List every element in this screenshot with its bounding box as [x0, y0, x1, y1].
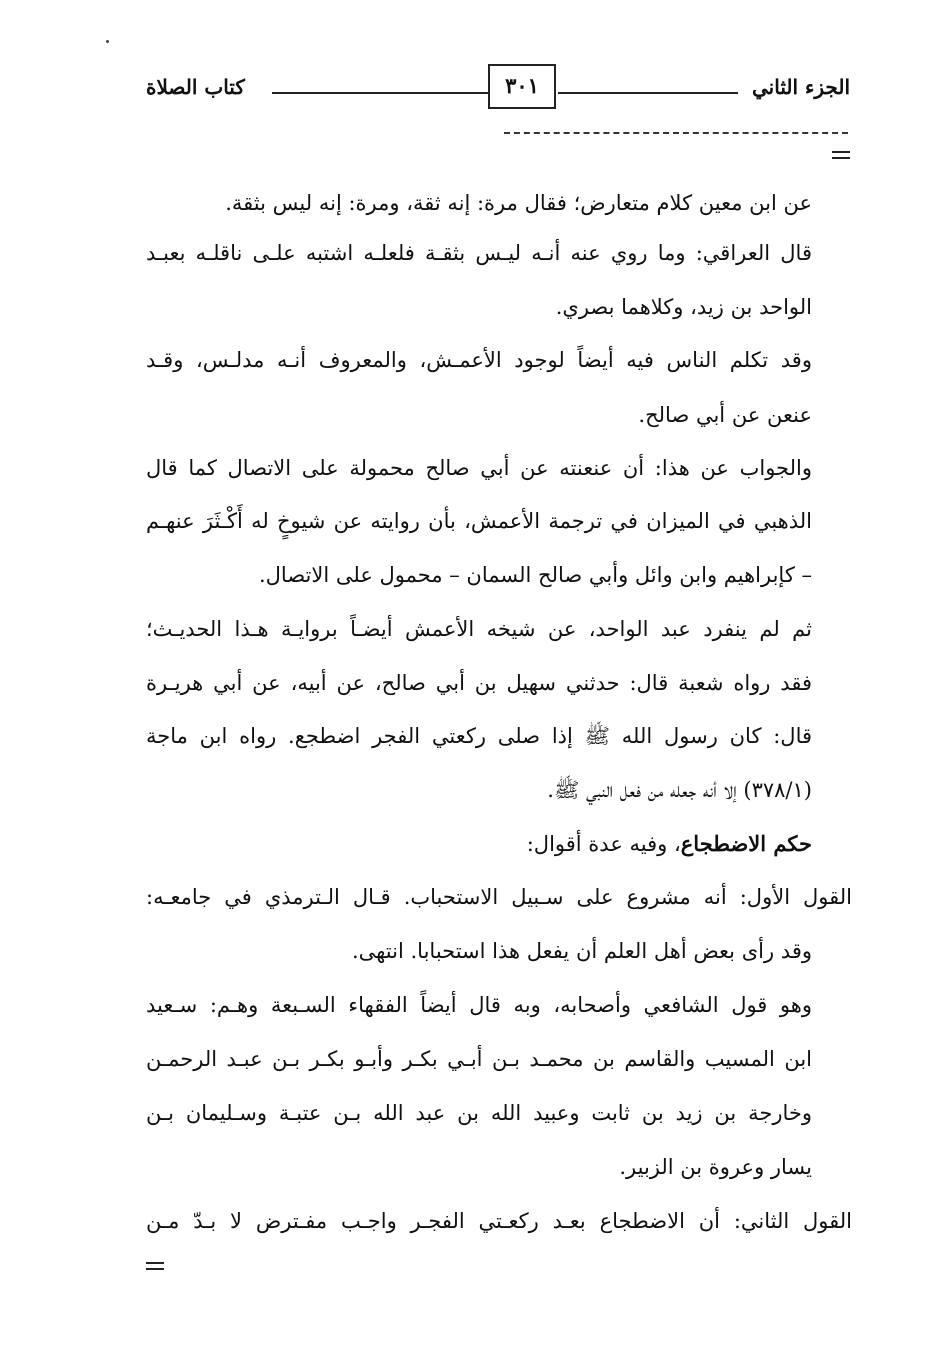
text-line-16: وهو قول الشافعي وأصحابه، وبه قال أيضاً الفقهاء السـبعة وهـم: سـعيد	[146, 993, 812, 1017]
header-book-title: كتاب الصلاة	[146, 75, 245, 99]
text-line-1: عن ابن معين كلام متعارض؛ فقال مرة: إنه ثقة، ومرة: إنه ليس بثقة.	[225, 191, 812, 215]
section-heading	[527, 827, 812, 861]
dashed-separator	[504, 132, 848, 134]
text-line-12: (٣٧٨/١) إلا أنه جعله من فعل النبي ﷺ.	[547, 778, 812, 802]
text-line-3: الواحد بن زيد، وكلاهما بصري.	[555, 295, 812, 319]
text-line-19: يسار وعروة بن الزبير.	[619, 1155, 812, 1179]
text-line-11: قال: كان رسول الله ﷺ إذا صلى ركعتي الفجر اضطجع. رواه ابن ماجة	[146, 724, 812, 748]
header-rule-right	[558, 92, 738, 94]
text-line-17: ابن المسيب والقاسم بن محمـد بـن أبـي بكـر وأبـو بكـر بـن عبـد الرحمـن	[146, 1047, 812, 1071]
header-rule-left	[272, 92, 490, 94]
header-part-title: الجزء الثاني	[752, 75, 850, 99]
text-line-7: الذهبي في الميزان في ترجمة الأعمش، بأن روايته عن شيوخٍ له أَكْـثَرَ عنهـم	[146, 509, 812, 533]
text-line-2: قال العراقي: وما روي عنه أنـه ليـس بثقـة فلعلـه اشتبه علـى ناقلـه بعبـد	[146, 241, 812, 265]
text-line-4: وقد تكلم الناس فيه أيضاً لوجود الأعمـش، والمعروف أنـه مدلـس، وقـد	[146, 348, 812, 372]
text-line-8: – كإبراهيم وابن وائل وأبي صالح السمان – محمول على الاتصال.	[258, 563, 812, 587]
continuation-mark-bottom	[146, 1262, 164, 1264]
page-number-box: ٣٠١	[488, 64, 556, 109]
text-line-18: وخارجة بن زيد بن ثابت وعبيد الله بن عبد الله بـن عتبـة وسـليمان بـن	[146, 1101, 812, 1125]
text-line-20: القول الثاني: أن الاضطجاع بعـد ركعـتي الفجـر واجـب مفـترض لا بـدّ مـن	[146, 1209, 852, 1233]
text-line-15: وقد رأى بعض أهل العلم أن يفعل هذا استحبابا. انتهى.	[351, 939, 812, 963]
text-line-5: عنعن عن أبي صالح.	[638, 403, 812, 427]
heading-lead-bold: حكم الاضطجاع	[680, 831, 812, 856]
heading-rest: ، وفيه عدة أقوال:	[526, 832, 681, 856]
text-line-10: فقد رواه شعبة قال: حدثني سهيل بن أبي صالح، عن أبيه، عن أبي هريـرة	[146, 671, 812, 695]
continuation-mark-top	[832, 151, 850, 153]
scan-speck	[106, 40, 109, 43]
text-line-6: والجواب عن هذا: أن عنعنته عن أبي صالح محمولة على الاتصال كما قال	[146, 456, 812, 480]
text-line-9: ثم لم ينفرد عبد الواحد، عن شيخه الأعمش أيضـاً بروايـة هـذا الحديـث؛	[146, 617, 812, 641]
text-line-14: القول الأول: أنه مشروع على سـبيل الاستحباب. قـال الـترمذي في جامعـه:	[146, 885, 852, 909]
